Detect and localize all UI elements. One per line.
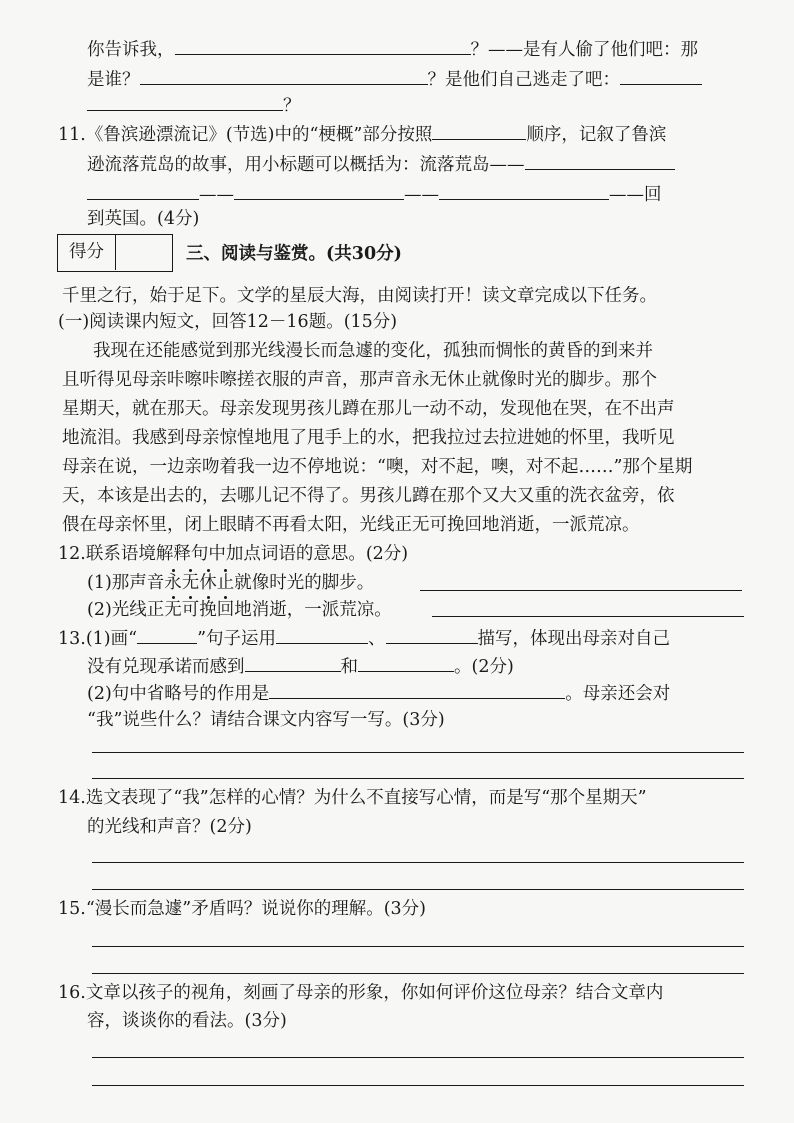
- answer-line[interactable]: [92, 973, 744, 974]
- emphasis-char: 休: [199, 573, 217, 593]
- emphasis-char: 无: [181, 573, 200, 593]
- q14-line-2: 的光线和声音？(2分): [87, 817, 252, 837]
- emphasis-char: 永: [164, 573, 182, 593]
- answer-blank[interactable]: [358, 653, 454, 672]
- emphasis-char: 回: [216, 600, 235, 620]
- q12-sub-1: (1)那声音永无休止就像时光的脚步。: [87, 573, 375, 593]
- score-box: [57, 234, 173, 272]
- answer-blank[interactable]: [439, 181, 609, 200]
- dotted-phrase: [164, 573, 234, 593]
- emphasis-char: 止: [216, 573, 235, 593]
- q11-line-3: —— —— ——回: [87, 181, 662, 207]
- passage-line: 地流泪。我感到母亲惊惶地甩了甩手上的水，把我拉过去拉进她的怀里，我听见: [62, 428, 675, 448]
- q13-line-2: 没有兑现承诺而感到 和 。(2分): [87, 653, 514, 679]
- passage-line: 母亲在说，一边亲吻着我一边不停地说：“噢，对不起，噢，对不起……”那个星期: [62, 457, 693, 477]
- q12-title: 12.联系语境解释句中加点词语的意思。(2分): [58, 544, 409, 564]
- answer-line[interactable]: [92, 752, 744, 753]
- passage-line: 我现在还能感觉到那光线漫长而急遽的变化，孤独而惆怅的黄昏的到来并: [93, 341, 653, 361]
- answer-blank[interactable]: [140, 66, 428, 85]
- answer-line[interactable]: [92, 946, 744, 947]
- q11-line-2: 逊流落荒岛的故事，用小标题可以概括为：流落荒岛——: [87, 151, 675, 177]
- top-line-1: 你告诉我， ？——是有人偷了他们吧：那: [87, 36, 698, 62]
- q12-sub-2: (2)光线正无可挽回地消逝，一派荒凉。: [87, 600, 392, 620]
- answer-line[interactable]: [92, 1085, 744, 1086]
- passage-line: 且听得见母亲咔嚓咔嚓搓衣服的声音，那声音永无休止就像时光的脚步。那个: [62, 370, 657, 390]
- emphasis-char: 可: [181, 600, 200, 620]
- q11-line-4: 到英国。(4分): [87, 209, 200, 229]
- answer-blank[interactable]: [525, 151, 675, 170]
- part-one-heading: (一)阅读课内短文，回答12－16题。(15分): [58, 312, 398, 332]
- answer-blank[interactable]: [87, 181, 199, 200]
- answer-blank[interactable]: [276, 625, 368, 644]
- top-line-2: 是谁？ ？是他们自己逃走了吧：: [87, 66, 702, 92]
- passage-line: 偎在母亲怀里，闭上眼睛不再看太阳，光线正无可挽回地消逝，一派荒凉。: [62, 515, 640, 535]
- answer-blank[interactable]: [245, 653, 341, 672]
- answer-blank[interactable]: [175, 36, 471, 55]
- answer-blank[interactable]: [234, 181, 404, 200]
- answer-blank[interactable]: [386, 625, 478, 644]
- q16-line-2: 容，谈谈你的看法。(3分): [87, 1011, 287, 1031]
- answer-blank[interactable]: [87, 92, 283, 111]
- top-line-3: ？: [87, 92, 301, 118]
- answer-blank[interactable]: [432, 121, 526, 140]
- emphasis-char: 无: [164, 600, 182, 620]
- answer-line[interactable]: [92, 862, 744, 863]
- q13-line-3: (2)句中省略号的作用是 。母亲还会对: [87, 680, 670, 706]
- answer-blank[interactable]: [620, 66, 702, 85]
- answer-line[interactable]: [420, 590, 742, 591]
- q13-line-4: “我”说些什么？请结合课文内容写一写。(3分): [87, 710, 445, 730]
- answer-blank[interactable]: [269, 680, 565, 699]
- passage-line: 天，本该是出去的，去哪儿记不得了。男孩儿蹲在那个又大又重的洗衣盆旁，依: [62, 486, 675, 506]
- section-title: 三、阅读与鉴赏。(共30分): [186, 244, 402, 264]
- answer-line[interactable]: [92, 889, 744, 890]
- score-label: 得分: [58, 235, 116, 270]
- passage-line: 星期天，就在那天。母亲发现男孩儿蹲在那儿一动不动，发现他在哭，在不出声: [62, 399, 675, 419]
- answer-blank[interactable]: [137, 625, 197, 644]
- q11-line-1: 11.《鲁滨逊漂流记》(节选)中的“梗概”部分按照 顺序，记叙了鲁滨: [58, 121, 666, 147]
- q16-line-1: 16.文章以孩子的视角，刻画了母亲的形象，你如何评价这位母亲？结合文章内: [58, 983, 664, 1003]
- emphasis-char: 挽: [199, 600, 217, 620]
- answer-line[interactable]: [432, 616, 744, 617]
- answer-line[interactable]: [92, 1057, 744, 1058]
- q14-line-1: 14.选文表现了“我”怎样的心情？为什么不直接写心情，而是写“那个星期天”: [58, 788, 647, 808]
- dotted-phrase: [164, 600, 234, 620]
- answer-line[interactable]: [92, 778, 744, 779]
- reading-intro: 千里之行，始于足下。文学的星辰大海，由阅读打开！读文章完成以下任务。: [62, 286, 657, 306]
- q13-line-1: 13.(1)画“ ”句子运用 、 描写，体现出母亲对自己: [58, 625, 670, 651]
- q15-line-1: 15.“漫长而急遽”矛盾吗？说说你的理解。(3分): [58, 899, 427, 919]
